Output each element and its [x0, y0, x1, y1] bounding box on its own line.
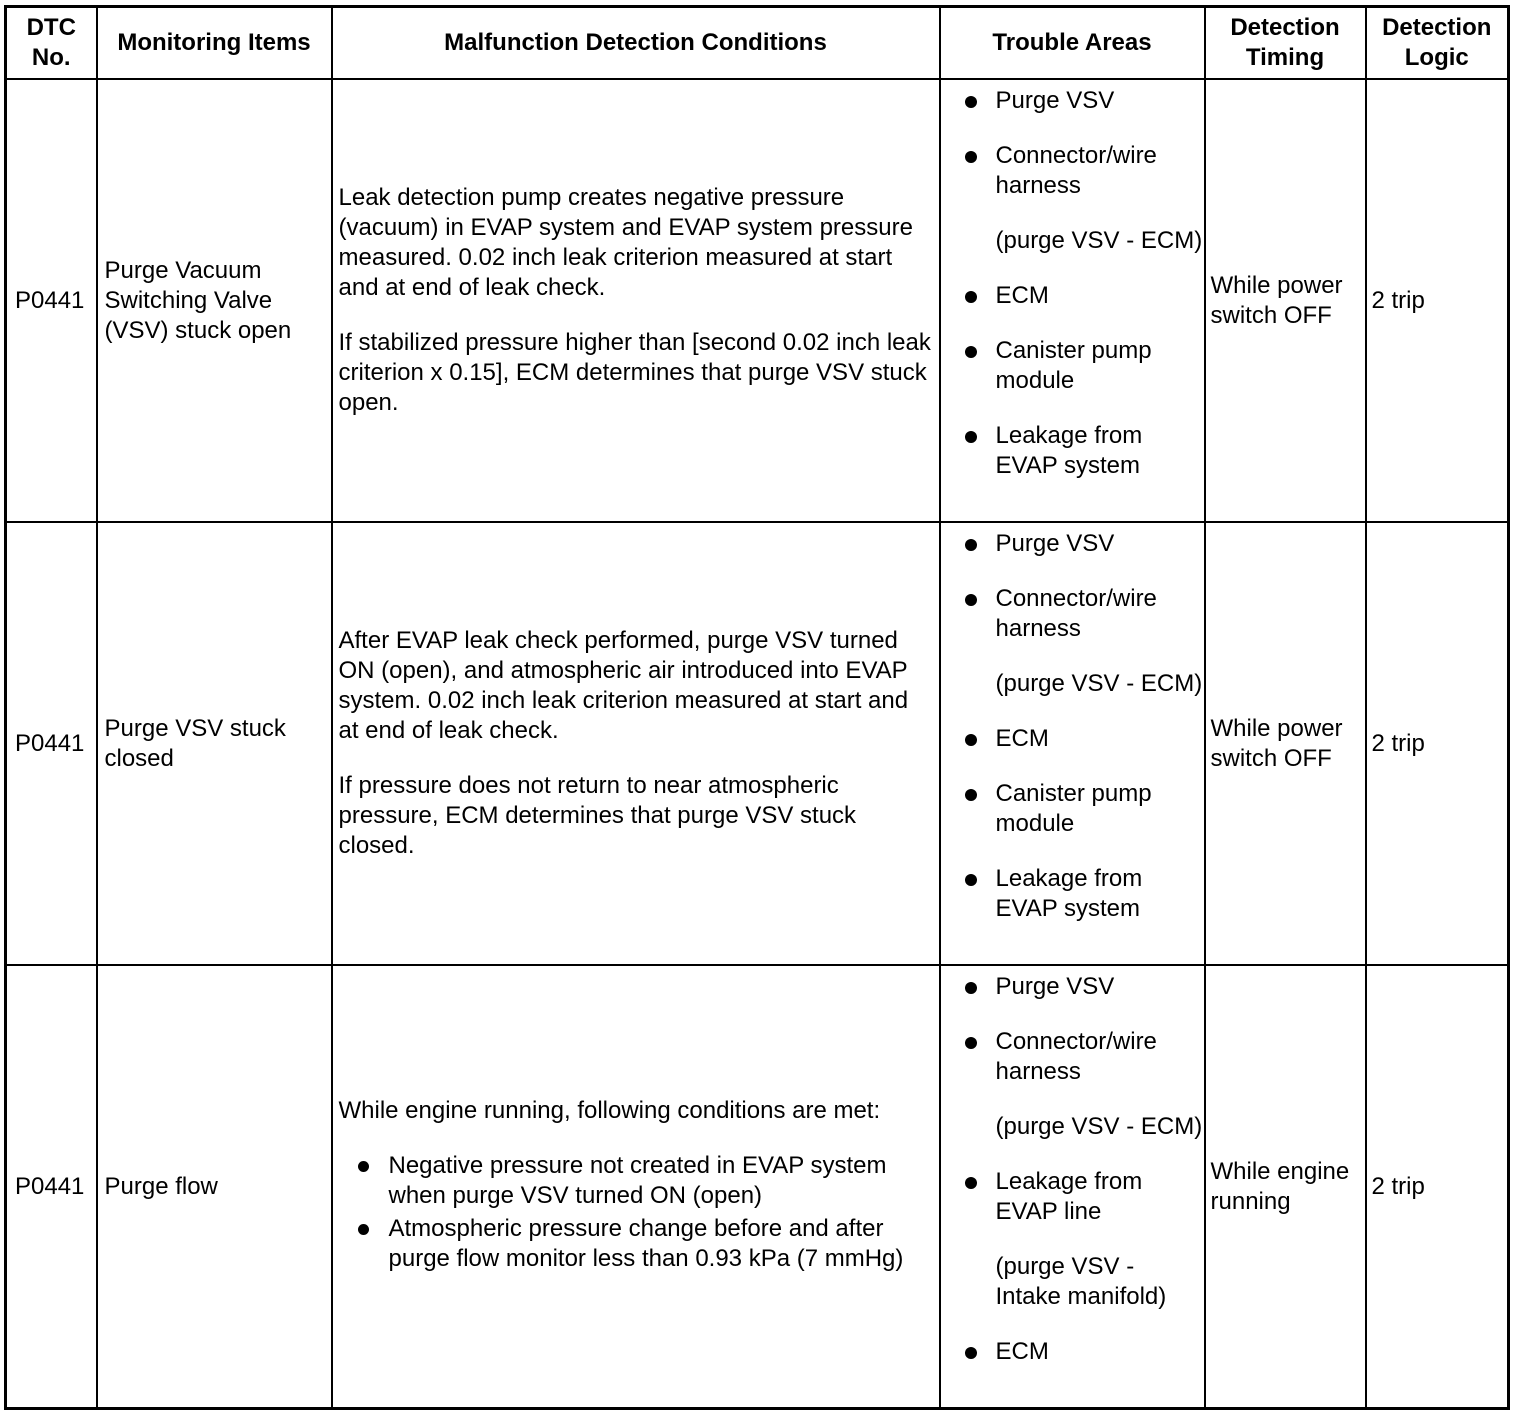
- table-row: [6, 522, 1509, 965]
- detection-conditions: [332, 965, 940, 1409]
- trouble-item: ECM: [941, 724, 1204, 754]
- bullet-icon: [965, 1347, 977, 1359]
- detection-conditions: [332, 79, 940, 522]
- trouble-item: Canister pump module: [941, 336, 1204, 396]
- list-item: Negative pressure not created in EVAP system when purge VSV turned ON (open): [339, 1151, 935, 1211]
- bullet-icon: [965, 734, 977, 746]
- header-timing: Detection Timing: [1205, 7, 1366, 80]
- bullet-icon: [965, 291, 977, 303]
- trouble-note: (purge VSV - ECM): [995, 1113, 1203, 1140]
- header-dtc: DTC No.: [6, 7, 97, 80]
- bullet-icon: [965, 431, 977, 443]
- trouble-item: Connector/wire harness: [941, 141, 1204, 201]
- dtc-code: P0441: [6, 965, 97, 1409]
- trouble-areas: [940, 79, 1205, 522]
- header-logic: Detection Logic: [1366, 7, 1509, 80]
- bullet-icon: [965, 789, 977, 801]
- condition-text: Leak detection pump creates negative pressure (vacuum) in EVAP system and EVAP system pressure measured. 0.02 inch leak criterion measured at start and at end of leak check.: [338, 184, 913, 301]
- trouble-item: Purge VSV: [941, 86, 1204, 116]
- bullet-icon: [965, 1037, 977, 1049]
- trouble-item: Connector/wire harness: [941, 1027, 1204, 1087]
- bullet-icon: [965, 1177, 977, 1189]
- header-conditions: Malfunction Detection Conditions: [332, 7, 940, 80]
- condition-text: If pressure does not return to near atmospheric pressure, ECM determines that purge VSV stuck closed.: [338, 772, 857, 859]
- trouble-item: Connector/wire harness: [941, 584, 1204, 644]
- detection-logic: 2 trip: [1366, 79, 1509, 522]
- trouble-item: Leakage from EVAP system: [941, 864, 1204, 924]
- detection-logic: 2 trip: [1366, 522, 1509, 965]
- header-row: [6, 7, 1509, 80]
- table-row: [6, 965, 1509, 1409]
- condition-text: If stabilized pressure higher than [second 0.02 inch leak criterion x 0.15], ECM determines that purge VSV stuck open.: [338, 329, 931, 416]
- bullet-icon: [965, 151, 977, 163]
- header-trouble: Trouble Areas: [940, 7, 1205, 80]
- trouble-item: Purge VSV: [941, 972, 1204, 1002]
- condition-text: After EVAP leak check performed, purge VSV turned ON (open), and atmospheric air introduced into EVAP system. 0.02 inch leak criterion measured at start and at end of leak check.: [338, 627, 909, 744]
- dtc-code: P0441: [6, 79, 97, 522]
- trouble-item: Purge VSV: [941, 529, 1204, 559]
- monitoring-item: Purge Vacuum Switching Valve (VSV) stuck open: [97, 79, 332, 522]
- detection-timing: While engine running: [1205, 965, 1366, 1409]
- detection-timing: While power switch OFF: [1205, 522, 1366, 965]
- bullet-icon: [358, 1224, 369, 1235]
- trouble-areas: [940, 965, 1205, 1409]
- detection-logic: 2 trip: [1366, 965, 1509, 1409]
- bullet-icon: [965, 594, 977, 606]
- header-monitoring: Monitoring Items: [97, 7, 332, 80]
- bullet-icon: [965, 874, 977, 886]
- trouble-note: (purge VSV - ECM): [995, 670, 1203, 697]
- bullet-icon: [965, 982, 977, 994]
- monitoring-item: Purge flow: [97, 965, 332, 1409]
- bullet-icon: [965, 96, 977, 108]
- trouble-note: (purge VSV - ECM): [995, 227, 1203, 254]
- trouble-item: Leakage from EVAP system: [941, 421, 1204, 481]
- trouble-item: ECM: [941, 1337, 1204, 1367]
- condition-list: [339, 1151, 935, 1274]
- trouble-areas: [940, 522, 1205, 965]
- detection-timing: While power switch OFF: [1205, 79, 1366, 522]
- dtc-table: [4, 5, 1510, 1410]
- table-row: [6, 79, 1509, 522]
- trouble-item: Canister pump module: [941, 779, 1204, 839]
- trouble-note: (purge VSV - Intake manifold): [995, 1253, 1167, 1310]
- condition-text: While engine running, following conditions are met:: [338, 1097, 881, 1124]
- trouble-item: ECM: [941, 281, 1204, 311]
- detection-conditions: [332, 522, 940, 965]
- bullet-icon: [965, 346, 977, 358]
- bullet-icon: [965, 539, 977, 551]
- dtc-code: P0441: [6, 522, 97, 965]
- list-item: Atmospheric pressure change before and after purge flow monitor less than 0.93 kPa (7 mmHg): [339, 1214, 935, 1274]
- bullet-icon: [358, 1161, 369, 1172]
- monitoring-item: Purge VSV stuck closed: [97, 522, 332, 965]
- trouble-item: Leakage from EVAP line: [941, 1167, 1204, 1227]
